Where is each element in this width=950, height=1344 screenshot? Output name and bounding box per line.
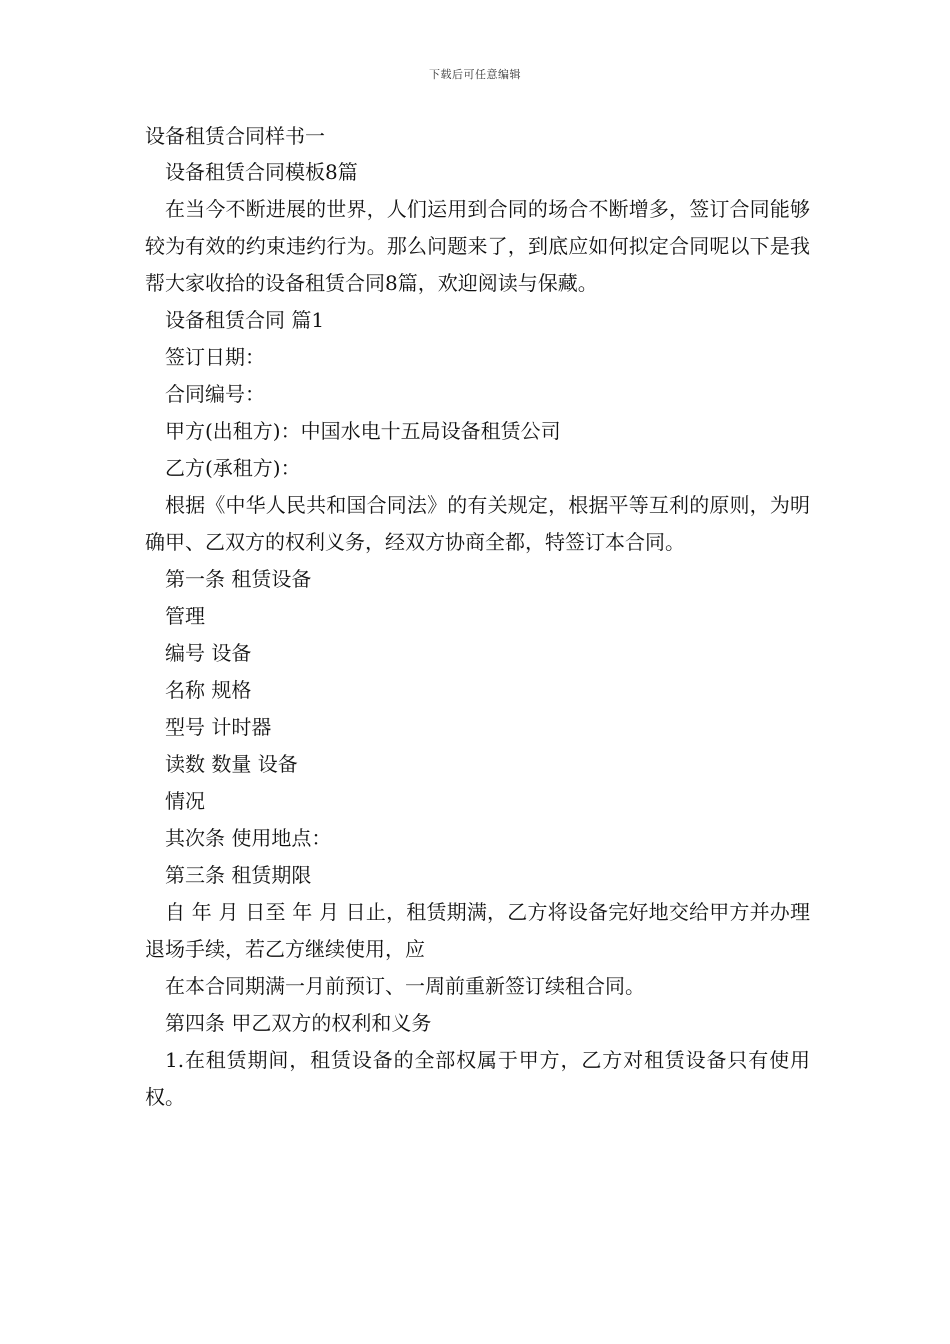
paragraph-legal-basis: 根据《中华人民共和国合同法》的有关规定，根据平等互利的原则，为明确甲、乙双方的权利义务，经双方协商全都，特签订本合同。 (145, 493, 810, 554)
document-body (145, 118, 810, 1116)
paragraph-table-text: 编号 设备 (165, 641, 252, 665)
paragraph-contract-number: 合同编号： (165, 382, 265, 406)
paragraph-renewal: 在本合同期满一月前预订、一周前重新签订续租合同。 (165, 974, 645, 998)
paragraph-intro: 在当今不断进展的世界，人们运用到合同的场合不断增多，签订合同能够较为有效的约束违约行为。那么问题来了，到底应如何拟定合同呢以下是我帮大家收拾的设备租赁合同8篇，欢迎阅读与保藏。 (145, 197, 810, 295)
paragraph-table-text: 读数 数量 设备 (165, 752, 298, 776)
paragraph-table-text: 情况 (165, 789, 205, 813)
paragraph-subtitle: 设备租赁合同模板8篇 (165, 160, 358, 184)
paragraph-party-b: 乙方(承租方)： (165, 456, 301, 480)
paragraph-article-1: 第一条 租赁设备 (165, 567, 312, 591)
paragraph-party-a: 甲方(出租方)：中国水电十五局设备租赁公司 (165, 419, 561, 443)
paragraph-lease-term: 自 年 月 日至 年 月 日止，租赁期满，乙方将设备完好地交给甲方并办理退场手续，若乙方继续使用，应 (145, 900, 810, 961)
paragraph-article-2: 其次条 使用地点： (165, 826, 332, 850)
page-header: 下载后可任意编辑 (429, 68, 521, 81)
paragraph-table-text: 名称 规格 (165, 678, 252, 702)
paragraph-section-heading: 设备租赁合同 篇1 (165, 308, 325, 332)
paragraph-table-text: 型号 计时器 (165, 715, 272, 739)
paragraph-sign-date: 签订日期： (165, 345, 265, 369)
paragraph-ownership: 1.在租赁期间，租赁设备的全部权属于甲方，乙方对租赁设备只有使用权。 (145, 1048, 810, 1109)
paragraph-table-text: 管理 (165, 604, 205, 628)
paragraph-article-3: 第三条 租赁期限 (165, 863, 312, 887)
document-title: 设备租赁合同样书一 (145, 124, 325, 148)
paragraph-article-4: 第四条 甲乙双方的权利和义务 (165, 1011, 432, 1035)
